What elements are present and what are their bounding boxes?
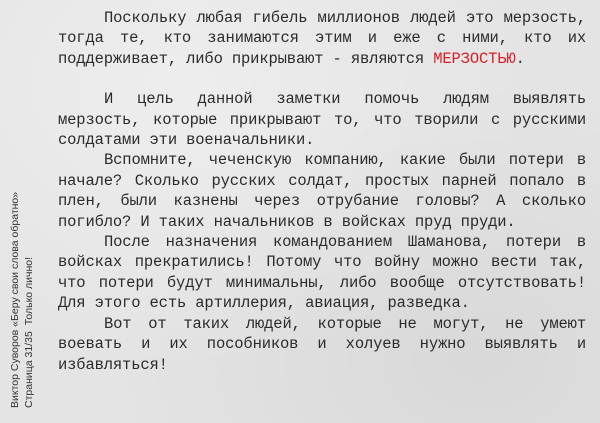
book-title-vertical: Виктор Суворов «Беру свои слова обратно» [9,191,21,408]
highlighted-word: МЕРЗОСТЬЮ [433,49,516,68]
paragraph-1 [58,8,586,69]
page-number-label: Страница 31/35 [23,331,35,408]
paragraph-3: Вспомните, чеченскую компанию, какие были потери в начале? Сколько русских солдат, простых парней попало в плен, были казнены через отрубание головы? А сколько погибло? И таких начальников в войсках пруд пруди. [58,151,586,231]
private-note-label: Только лично! [23,256,35,326]
paragraph-5: Вот от таких людей, которые не могут, не умеют воевать и их пособников и холуев нужно выявлять и избавляться! [58,314,586,374]
paragraph-1-text: Поскольку любая гибель миллионов людей это мерзость, тогда те, кто занимаются этим и еже с ними, кто их поддерживает, либо прикрывают - являются [58,9,586,68]
document-body [58,8,586,375]
page-info-vertical [23,257,35,408]
paragraph-2: И цель данной заметки помочь людям выявлять мерзость, которые прикрывают то, что творили с русскими солдатами эти военачальники. [58,90,586,150]
paragraph-4: После назначения командованием Шаманова, потери в войсках прекратились! Потому что войну можно вести так, что потери будут минимальны, либо вообще отсутствовать! Для этого есть артиллерия, авиация, разведка. [58,233,586,313]
page-sidebar [0,0,44,423]
paragraph-1-end: . [515,49,525,68]
